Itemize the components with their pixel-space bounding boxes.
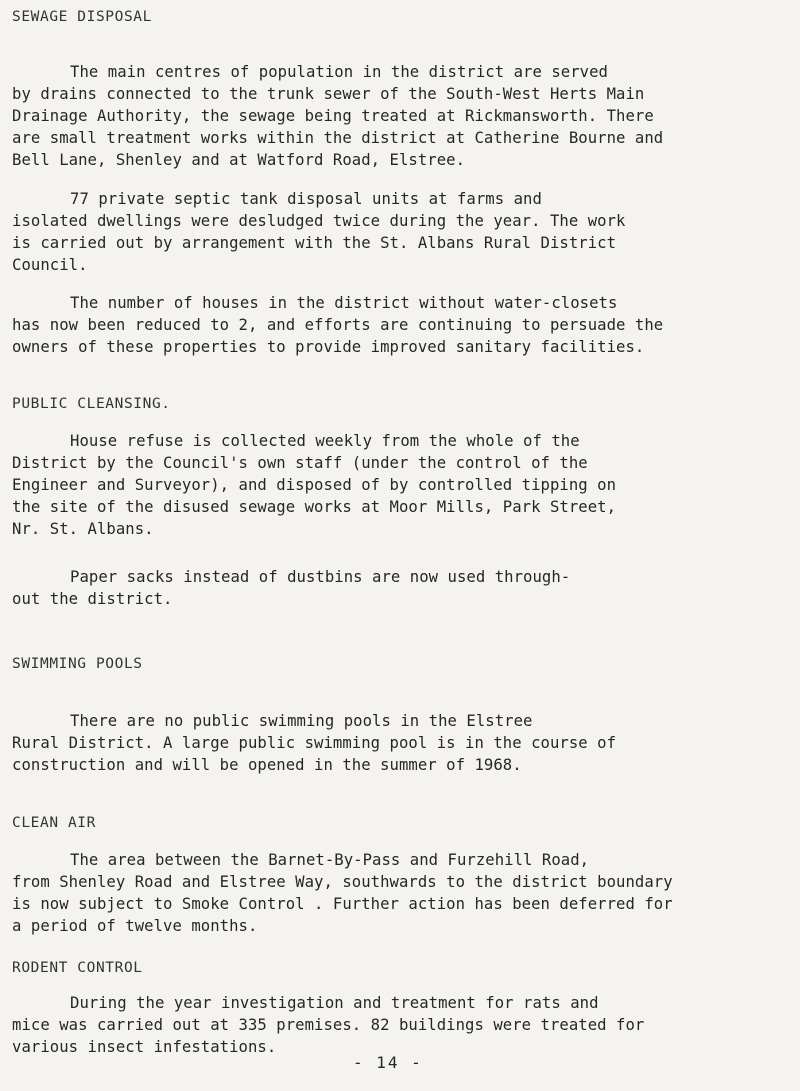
text-line: House refuse is collected weekly from the whole of the: [70, 432, 580, 450]
section-heading-clean-air: CLEAN AIR: [12, 815, 96, 831]
paragraph-cleansing-2: [12, 566, 792, 610]
text-line: Engineer and Surveyor), and disposed of by controlled tipping on: [12, 476, 617, 494]
section-heading-rodent-control: RODENT CONTROL: [12, 960, 143, 976]
paragraph-rodent-1: [12, 992, 792, 1058]
text-line: The area between the Barnet-By-Pass and Furzehill Road,: [70, 851, 590, 869]
paragraph-cleansing-1: [12, 430, 792, 540]
section-heading-sewage-disposal: SEWAGE DISPOSAL: [12, 9, 152, 25]
paragraph-clean-air-1: [12, 849, 792, 937]
text-line: There are no public swimming pools in the Elstree: [70, 712, 533, 730]
text-line: Council.: [12, 256, 88, 274]
text-line: from Shenley Road and Elstree Way, southwards to the district boundary: [12, 873, 673, 891]
text-line: owners of these properties to provide improved sanitary facilities.: [12, 338, 645, 356]
text-line: Nr. St. Albans.: [12, 520, 154, 538]
text-line: a period of twelve months.: [12, 917, 258, 935]
paragraph-sewage-3: [12, 292, 792, 358]
paragraph-swimming-1: [12, 710, 792, 776]
text-line: has now been reduced to 2, and efforts are continuing to persuade the: [12, 316, 664, 334]
text-line: Rural District. A large public swimming pool is in the course of: [12, 734, 617, 752]
text-line: are small treatment works within the district at Catherine Bourne and: [12, 129, 664, 147]
section-heading-public-cleansing: PUBLIC CLEANSING.: [12, 396, 171, 412]
text-line: by drains connected to the trunk sewer of the South-West Herts Main: [12, 85, 645, 103]
text-line: Paper sacks instead of dustbins are now used through-: [70, 568, 571, 586]
paragraph-sewage-2: [12, 188, 792, 276]
text-line: 77 private septic tank disposal units at farms and: [70, 190, 542, 208]
section-heading-swimming-pools: SWIMMING POOLS: [12, 656, 143, 672]
page-number: - 14 -: [353, 1053, 423, 1072]
text-line: various insect infestations.: [12, 1038, 277, 1056]
text-line: construction and will be opened in the summer of 1968.: [12, 756, 522, 774]
text-line: District by the Council's own staff (under the control of the: [12, 454, 588, 472]
text-line: During the year investigation and treatment for rats and: [70, 994, 599, 1012]
paragraph-sewage-1: [12, 61, 792, 171]
text-line: Bell Lane, Shenley and at Watford Road, Elstree.: [12, 151, 466, 169]
text-line: is now subject to Smoke Control . Further action has been deferred for: [12, 895, 673, 913]
text-line: isolated dwellings were desludged twice during the year. The work: [12, 212, 626, 230]
text-line: mice was carried out at 335 premises. 82 buildings were treated for: [12, 1016, 645, 1034]
text-line: The main centres of population in the district are served: [70, 63, 608, 81]
text-line: out the district.: [12, 590, 173, 608]
text-line: The number of houses in the district without water-closets: [70, 294, 618, 312]
text-line: is carried out by arrangement with the St. Albans Rural District: [12, 234, 617, 252]
text-line: Drainage Authority, the sewage being treated at Rickmansworth. There: [12, 107, 654, 125]
text-line: the site of the disused sewage works at Moor Mills, Park Street,: [12, 498, 617, 516]
